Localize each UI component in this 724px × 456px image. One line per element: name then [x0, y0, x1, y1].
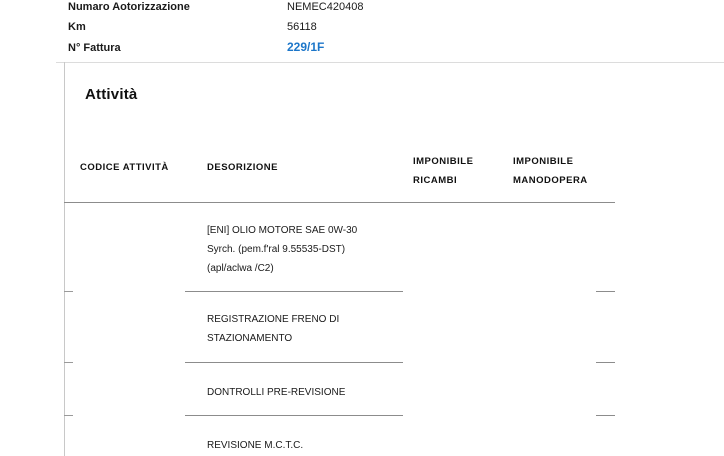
numero-fattura-label: N° Fattura — [68, 42, 121, 54]
table-header-divider — [64, 202, 615, 203]
section-title-attivita: Attività — [85, 86, 138, 103]
imponibile-ricambi-line1: IMPONIBILE — [413, 156, 474, 167]
row-separator-amount-dash — [596, 415, 615, 416]
km-label: Km — [68, 21, 86, 33]
row1-line2: Syrch. (pem.f'ral 9.55535-DST) — [207, 244, 346, 255]
row-separator-left-tick — [64, 291, 73, 292]
row-separator-line — [185, 362, 403, 363]
table-row-descrizione-revisione-mctc — [207, 436, 303, 455]
column-header-codice-attivita: CODICE ATTIVITÀ — [80, 162, 169, 173]
left-page-border — [64, 62, 65, 456]
column-header-imponibile-ricambi — [413, 152, 473, 190]
km-value: 56118 — [287, 21, 317, 33]
row-separator-line — [185, 291, 403, 292]
row-separator-amount-dash — [596, 291, 615, 292]
row-separator-line — [185, 415, 403, 416]
table-row-descrizione-controlli-pre-revisione — [207, 383, 345, 402]
meta-row-numero-fattura — [68, 40, 324, 54]
column-header-descrizione: DESORIZIONE — [207, 162, 278, 173]
row3-line1: DONTROLLI PRE-REVISIONE — [207, 387, 346, 398]
table-row-descrizione-registrazione-freno — [207, 310, 339, 348]
numero-autorizzazione-label: Numaro Aotorizzazione — [68, 1, 190, 13]
row-separator-left-tick — [64, 362, 73, 363]
imponibile-manodopera-line2: MANODOPERA — [513, 175, 588, 186]
numero-fattura-value: 229/1F — [287, 40, 325, 54]
row-separator-left-tick — [64, 415, 73, 416]
row-separator-amount-dash — [596, 362, 615, 363]
imponibile-ricambi-line2: RICAMBI — [413, 175, 458, 186]
row1-line1: [ENI] OLIO MOTORE SAE 0W-30 — [207, 225, 358, 236]
imponibile-manodopera-line1: IMPONIBILE — [513, 156, 574, 167]
meta-row-numero-autorizzazione — [68, 1, 363, 13]
top-divider — [56, 62, 724, 63]
meta-row-km — [68, 21, 317, 33]
row1-line3: (apl/aclwa /C2) — [207, 263, 274, 274]
row2-line2: STAZIONAMENTO — [207, 333, 293, 344]
numero-autorizzazione-value: NEMEC420408 — [287, 1, 364, 13]
row2-line1: REGISTRAZIONE FRENO DI — [207, 314, 340, 325]
table-row-descrizione-olio-motore — [207, 221, 357, 278]
column-header-imponibile-manodopera — [513, 152, 588, 190]
row4-line1: REVISIONE M.C.T.C. — [207, 440, 304, 451]
